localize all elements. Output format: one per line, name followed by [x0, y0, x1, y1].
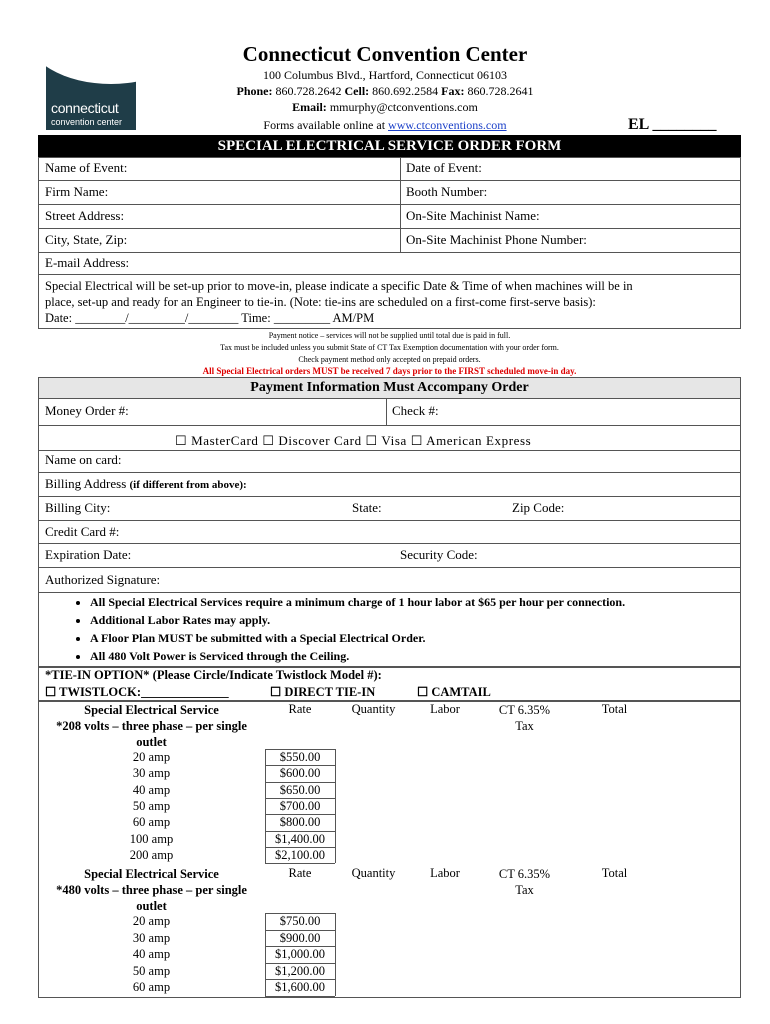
camtail-option[interactable]: ☐ CAMTAIL [417, 685, 491, 699]
amp-label: 20 amp [132, 914, 171, 928]
billing-city-field[interactable]: Billing City: [45, 500, 111, 515]
phone-line [150, 84, 620, 99]
el-field: EL ________ [628, 116, 717, 133]
table_208-title-line1: Special Electrical Service [84, 703, 219, 717]
setup-note-line1: Special Electrical will be set-up prior to move-in, please indicate a specific Date & Time of when machines will be in [45, 279, 633, 293]
billing-address-field[interactable] [45, 476, 247, 492]
amp-label: 40 amp [132, 947, 171, 962]
check-notice: Check payment method only accepted on prepaid orders. [298, 355, 481, 364]
note-item: • A Floor Plan MUST be submitted with a Special Electrical Order. [90, 630, 625, 646]
deadline-notice: All Special Electrical orders MUST be received 7 days prior to the FIRST scheduled move-in day. [202, 366, 577, 376]
fax-label: Fax: [441, 84, 465, 98]
rate-value: $750.00 [279, 914, 321, 928]
forms-text: Forms available online at [263, 118, 386, 132]
name-on-card-field[interactable]: Name on card: [45, 452, 122, 467]
forms-line [150, 118, 620, 133]
cell-label: Cell: [344, 84, 370, 98]
table_208-title-line3: outlet [136, 735, 167, 749]
rate-value: $1,200.00 [275, 963, 325, 978]
expiration-field[interactable]: Expiration Date: [45, 547, 132, 562]
table_480-title-line2: *480 volts – three phase – per single [56, 883, 247, 897]
setup-note-line2: place, set-up and ready for an Engineer to tie-in. (Note: tie-ins are scheduled on a first-come first-serve basis): [45, 295, 596, 309]
security-code-field[interactable]: Security Code: [400, 547, 478, 562]
amp-label: 30 amp [132, 766, 171, 781]
machinist-name-field[interactable]: On-Site Machinist Name: [406, 208, 540, 223]
table_208-rate-header: Rate [288, 702, 312, 716]
amp-label: 200 amp [129, 847, 174, 862]
credit-card-field[interactable]: Credit Card #: [45, 524, 120, 539]
logo-swoosh [46, 42, 136, 84]
cell: 860.692.2584 [372, 84, 439, 98]
firm-name-field[interactable]: Firm Name: [45, 184, 109, 199]
rate-value: $800.00 [279, 815, 321, 830]
table_208-labor-header: Labor [430, 702, 460, 716]
table_480-title-line1: Special Electrical Service [84, 867, 219, 881]
rate-value: $900.00 [279, 930, 321, 945]
forms-link[interactable]: www.ctconventions.com [388, 118, 507, 132]
note-item: • All 480 Volt Power is Serviced through the Ceiling. [90, 648, 625, 664]
logo [46, 42, 136, 130]
table_208-total-header: Total [601, 702, 628, 716]
amp-label: 60 amp [132, 815, 171, 830]
amp-label: 30 amp [132, 930, 171, 945]
table_480-labor-header: Labor [430, 866, 460, 880]
setup-note-line3[interactable]: Date: ________/_________/________ Time: _________ AM/PM [45, 311, 375, 325]
street-address-field[interactable]: Street Address: [45, 208, 125, 223]
note-item: • All Special Electrical Services require a minimum charge of 1 hour labor at $65 per hour per connection. [90, 594, 625, 610]
signature-field[interactable]: Authorized Signature: [45, 572, 161, 587]
billing-address-label: Billing Address [45, 476, 127, 491]
amp-label: 100 amp [129, 831, 174, 846]
phone-label: Phone: [236, 84, 273, 98]
table_208-tax-header-line1: CT 6.35% [498, 703, 551, 717]
direct-tiein-option[interactable]: ☐ DIRECT TIE-IN [270, 685, 376, 699]
name-of-event-field[interactable]: Name of Event: [45, 160, 128, 175]
rate-value: $700.00 [279, 798, 321, 813]
tax-notice: Tax must be included unless you submit State of CT Tax Exemption documentation with your order form. [220, 343, 559, 352]
zip-field[interactable]: Zip Code: [512, 500, 565, 515]
amp-label: 50 amp [132, 798, 171, 813]
amp-label: 20 amp [132, 750, 171, 764]
payment-notice: Payment notice – services will not be supplied until total due is paid in full. [268, 331, 511, 340]
check-field[interactable]: Check #: [392, 403, 439, 418]
card-type-options[interactable]: ☐ MasterCard ☐ Discover Card ☐ Visa ☐ American Express [175, 433, 532, 448]
rate-value: $2,100.00 [275, 847, 325, 862]
logo-line2: convention center [51, 117, 123, 127]
payment-heading: Payment Information Must Accompany Order [39, 378, 740, 398]
rate-value: $600.00 [279, 766, 321, 781]
logo-line1: connecticut [51, 100, 119, 116]
note-item: • Additional Labor Rates may apply. [90, 612, 625, 628]
state-field[interactable]: State: [352, 500, 382, 515]
booth-number-field[interactable]: Booth Number: [406, 184, 488, 199]
table_480-total-header: Total [601, 866, 628, 880]
city-state-zip-field[interactable]: City, State, Zip: [45, 232, 128, 247]
table_480-quantity-header: Quantity [351, 866, 396, 880]
email-label: Email: [292, 100, 327, 114]
rate-value: $550.00 [279, 750, 321, 764]
table_480-tax-header-line2: Tax [515, 883, 534, 897]
twistlock-option[interactable]: ☐ TWISTLOCK:______________ [45, 685, 229, 699]
table_480-rate-header: Rate [288, 866, 312, 880]
email: mmurphy@ctconventions.com [329, 100, 478, 114]
table_208-title-line2: *208 volts – three phase – per single [56, 719, 247, 733]
page-title: Connecticut Convention Center [242, 42, 528, 66]
amp-label: 60 amp [132, 980, 171, 995]
tiein-heading: *TIE-IN OPTION* (Please Circle/Indicate Twistlock Model #): [45, 668, 382, 682]
email-line [150, 100, 620, 115]
date-of-event-field[interactable]: Date of Event: [406, 160, 482, 175]
table_480-tax-header-line1: CT 6.35% [498, 867, 551, 881]
amp-label: 50 amp [132, 963, 171, 978]
table_208-quantity-header: Quantity [351, 702, 396, 716]
rate-value: $1,000.00 [275, 947, 325, 962]
notes-list [40, 594, 625, 666]
table_480-title-line3: outlet [136, 899, 167, 913]
rate-value: $650.00 [279, 782, 321, 797]
form-title: SPECIAL ELECTRICAL SERVICE ORDER FORM [38, 135, 741, 157]
setup-note [45, 278, 633, 326]
rate-value: $1,400.00 [275, 831, 325, 846]
amp-label: 40 amp [132, 782, 171, 797]
money-order-field[interactable]: Money Order #: [45, 403, 129, 418]
pricing-box [38, 701, 741, 998]
rate-value: $1,600.00 [275, 980, 325, 995]
phone: 860.728.2642 [275, 84, 342, 98]
fax: 860.728.2641 [467, 84, 534, 98]
email-address-field[interactable]: E-mail Address: [45, 255, 130, 270]
billing-address-note: (if different from above): [129, 479, 247, 491]
machinist-phone-field[interactable]: On-Site Machinist Phone Number: [406, 232, 587, 247]
table_208-tax-header-line2: Tax [515, 719, 534, 733]
address: 100 Columbus Blvd., Hartford, Connecticut 06103 [263, 68, 507, 82]
